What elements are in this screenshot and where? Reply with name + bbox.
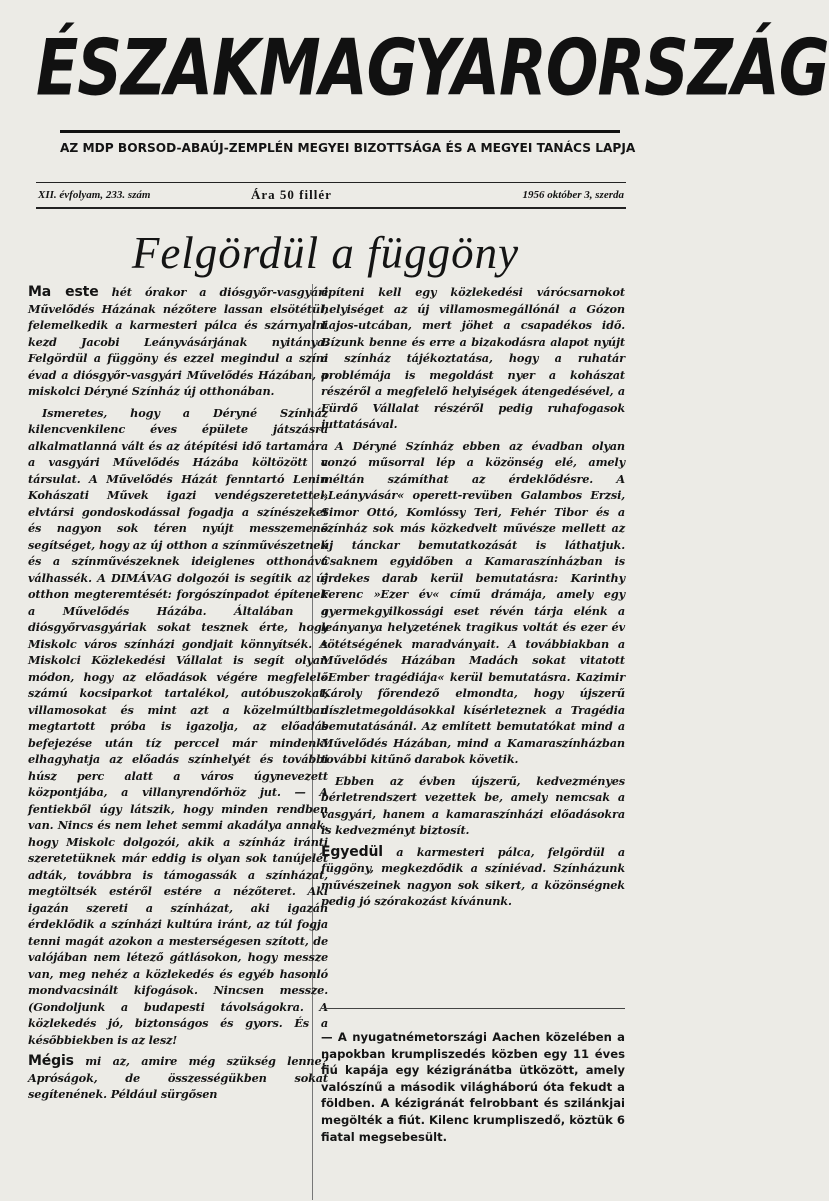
paragraph-text: A Déryné Színház ebben az évadban olyan vonzó műsorral lép a közönség elé, amely méltán számíthat az érdeklődésre. A »Leányvásár« operett-revüben Galambos Erzsi, Simor Ottó, Komlóssy Teri, Fehér Tibor és a színház sok más közkedvelt művésze mellett az új tánckar bemutatkozását is láthatjuk. Csaknem egyidőben a Kamaraszínházban is érdekes darab kerül bemutatásra: Karinthy Ferenc »Ezer év« című drámája, amely egy gyermekgyilkossági eset révén tárja elénk a leányanya helyzetének tragikus voltát és ezer év sötétségének maradványait. A továbbiakban a Művelődés Házában Madách sokat vitatott »Ember tragédiája« kerül bemutatásra. Kazimir Károly főrendező elmondta, hogy újszerű díszletmegoldásokkal kísérleteznek a Tragédia bemutatásánál. Az említett bemutatókat mind a Művelődés Házában, mind a Kamaraszínházban további kitűnő darabok követik. (321, 438, 625, 766)
paragraph-text: Ismeretes, hogy a Déryné Színház kilencvenkilenc éves épülete játszásra alkalmatlanná vált és az átépítési idő tartamára a vasgyári Művelődés Házába költözött a társulat. A Művelődés Házát fenntartó Lenin Kohászati Művek igazi vendégszeretettel, elvtársi gondoskodással fogadja a színészeket és nagyon sok téren nyújt messzemenő segítséget, hogy az új otthon a színművészetnek és a színművészeknek ideiglenes otthonává válhassék. A DIMÁVAG dolgozói is segítik az új otthon megteremtését: forgószínpadot építenek a Művelődés Házába. Általában a diósgyőrvasgyáriak sokat tesznek érte, hogy Miskolc város színházi gondjait könnyítsék. A Miskolci Közlekedési Vállalat is segít olyan módon, hogy az előadások végére megfelelő számú kocsiparkot tartalékol, autóbuszokat, villamosokat és mint azt a közelmúltban megtartott próba is igazolja, az előadás befejezése után tíz perccel már mindenki elhagyhatja az előadás színhelyét és további húsz perc alatt a város úgynevezett központjába, a villanyrendőrhöz jut. — A fentiekből úgy látszik, hogy minden rendben van. Nincs és nem lehet semmi akadálya annak, hogy Miskolc dolgozói, akik a színház iránti szeretetüknek már eddig is olyan sok tanújelét adták, továbbra is támogassák a színházat, megtöltsék estéről estére a nézőteret. Aki igazán szereti a színházat, aki igazán érdeklődik a színházi kultúra iránt, az túl fogja tenni magát azokon a mesterségesen szított, de valójában nem létező gátlásokon, hogy messze van, meg nehéz a közlekedés és egyéb hasonló mondvacsinált kifogások. Nincsen messze. (Gondoljunk a budapesti távolságokra. A közlekedés jó, biztonságos és gyors. És a későbbiekben is az lesz! (28, 405, 328, 1047)
paragraph-lead-word: Mégis (28, 1053, 74, 1069)
newspaper-subtitle: AZ MDP BORSOD-ABAÚJ-ZEMPLÉN MEGYEI BIZOTTSÁGA ÉS A MEGYEI TANÁCS LAPJA (60, 141, 636, 155)
paragraph-text: építeni kell egy közlekedési várócsarnokot helyiséget az új villamosmegállónál a Gózon Lajos-utcában, mert jöhet a csapadékos idő. Bízunk benne és erre a bizakodásra alapot nyújt a színház tájékoztatása, hogy a ruhatár problémája is megoldást nyer a kohászat részéről a megfelelő helyiségek átengedésével, a Fürdő Vállalat részéről pedig ruhafogasok juttatásával. (321, 285, 625, 431)
issue-price: Ára 50 fillér (251, 187, 332, 202)
paragraph-text: hét órakor a diósgyőr-vasgyári Művelődés Házának nézőtere lassan elsötétül, felemelkedik a karmesteri pálca és szárnyalni kezd Jacobi Leányvásárjának nyitánya. Felgördül a függöny és ezzel megindul a színi évad a diósgyőr-vasgyári Művelődés Házában, a miskolci Déryné Színház új otthonában. (28, 285, 328, 398)
paragraph-lead-word: Egyedül (321, 843, 383, 860)
article-paragraph (321, 284, 625, 433)
paragraph-lead-word: Ma este (28, 284, 99, 300)
newspaper-title: ÉSZAKMAGYARORSZÁG (36, 21, 829, 113)
article-paragraph (321, 773, 625, 839)
article-paragraph (321, 438, 625, 768)
article-paragraph (28, 405, 328, 1049)
article-paragraph (321, 844, 625, 910)
article-paragraph (28, 1053, 328, 1103)
paragraph-text: Ebben az évben újszerű, kedvezményes bérletrendszert vezettek be, amely nemcsak a vasgyári, hanem a kamaraszínházi előadásokra is kedvezményt biztosít. (321, 773, 625, 837)
issue-volume: XII. évfolyam, 233. szám (38, 189, 151, 201)
masthead (0, 0, 829, 182)
paragraph-text: a karmesteri pálca, felgördül a függöny, megkezdődik a színiévad. Színházunk művészeinek nagyon sok sikert, a közönségnek pedig jó szórakozást kívánunk. (321, 844, 625, 908)
news-brief (321, 1008, 625, 1201)
article-column-left (28, 284, 328, 1200)
article-paragraph (28, 284, 328, 400)
masthead-rule (60, 130, 620, 133)
paragraph-text: mi az, amire még szükség lenne? Apróságok, de összességükben sokat segítenének. Például sürgősen (28, 1054, 328, 1101)
issue-info-bar (36, 182, 626, 209)
article-headline: Felgördül a függöny (131, 228, 520, 278)
issue-date: 1956 október 3, szerda (522, 189, 624, 201)
news-brief-text: — A nyugatnémetországi Aachen közelében a napokban krumpliszedés közben egy 11 éves fiú kapája egy kézigránátba ütközött, amely valószínű a második világháború óta fekudt a földben. A kézigránát felrobbant és szilánkjai megölték a fiút. Kilenc krumpliszedő, köztük 6 fiatal megsebesült. (321, 1030, 625, 1144)
